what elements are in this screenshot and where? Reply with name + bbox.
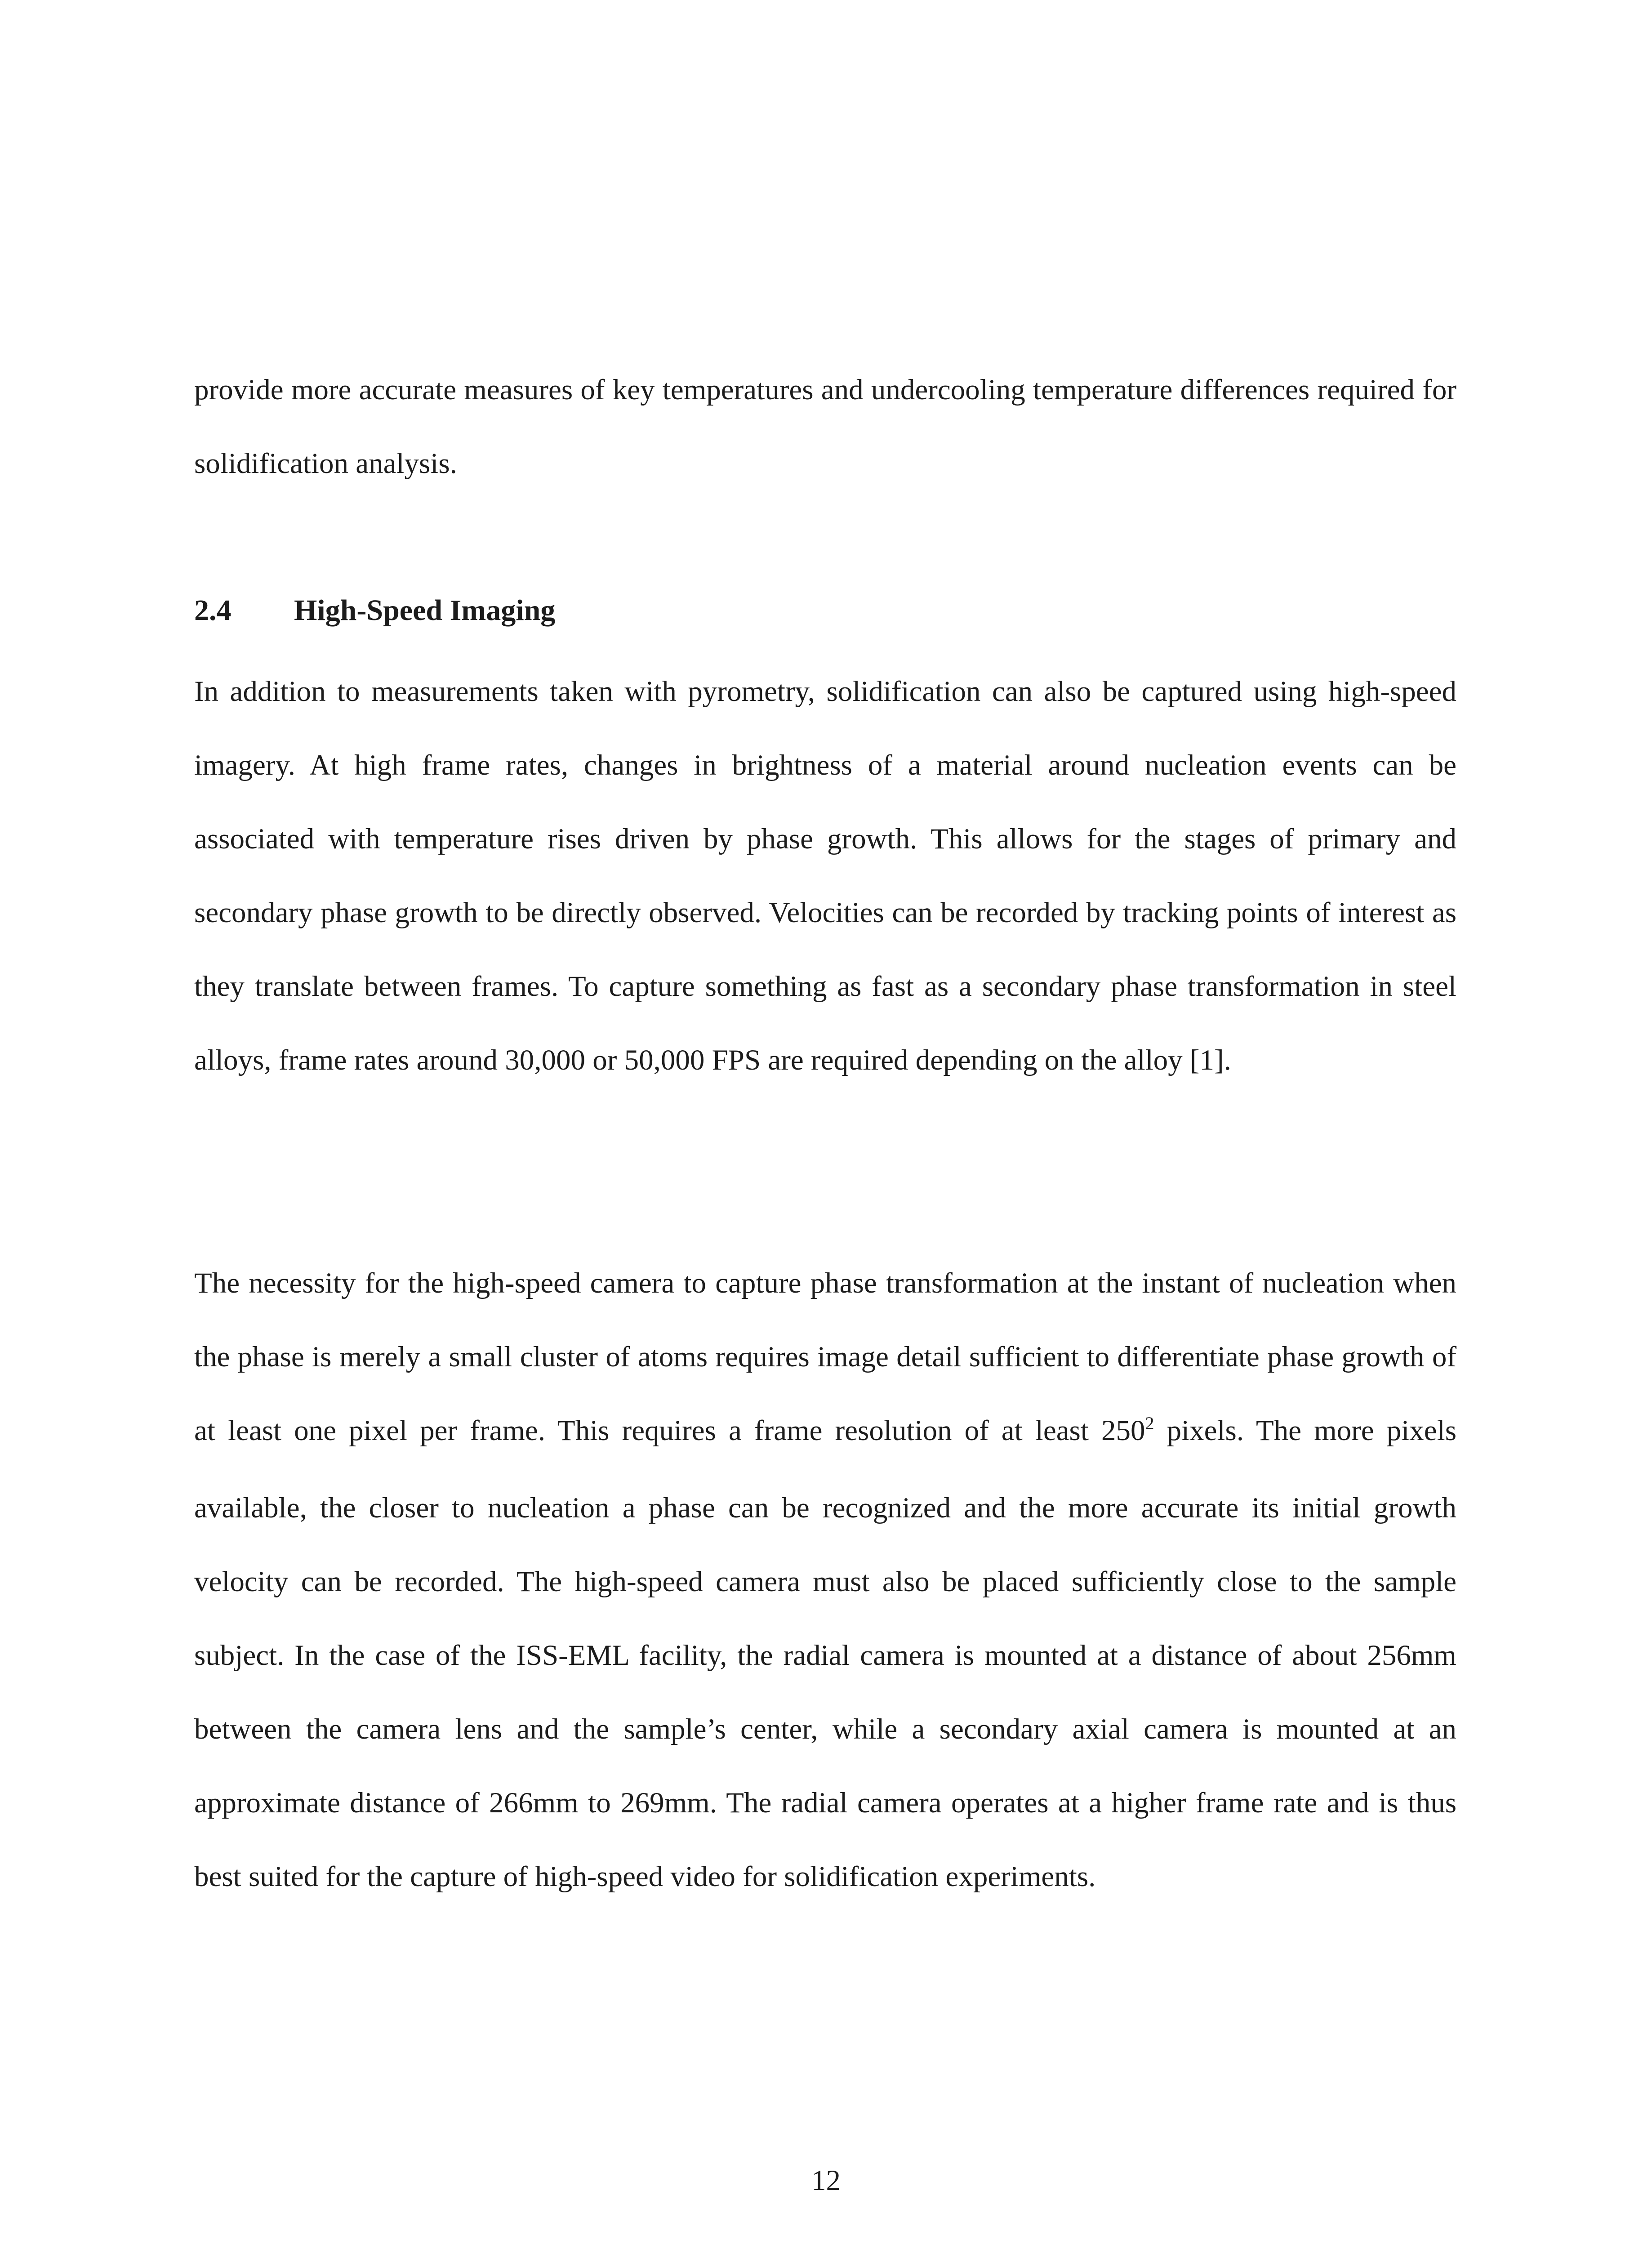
page-number: 12 <box>811 2164 841 2197</box>
body-paragraph-high-speed-imaging: In addition to measurements taken with pyrometry, solidification can also be captured using high-speed imagery. At high frame rates, changes in brightness of a material around nucleation events can be associated with temperature rises driven by phase growth. This allows for the stages of primary and secondary phase growth to be directly observed. Velocities can be recorded by tracking points of interest as they translate between frames. To capture something as fast as a secondary phase transformation in steel alloys, frame rates around 30,000 or 50,000 FPS are required depending on the alloy [1]. <box>194 675 1456 1076</box>
section-number: 2.4 <box>194 594 232 627</box>
section-heading <box>194 581 555 640</box>
paragraph-text-part-1: The necessity for the high-speed camera to capture phase transformation at the instant of nucleation when the phase is merely a small cluster of atoms requires image detail sufficient to differentiate phase growth of at least one pixel per frame. This requires a frame resolution of at least 250 <box>194 1267 1456 1447</box>
paragraph-text-part-2: pixels. The more pixels available, the closer to nucleation a phase can be recognized and the more accurate its initial growth velocity can be recorded. The high-speed camera must also be placed sufficiently close to the sample subject. In the case of the ISS-EML facility, the radial camera is mounted at a distance of about 256mm between the camera lens and the sample’s center, while a secondary axial camera is mounted at an approximate distance of 266mm to 269mm. The radial camera operates at a higher frame rate and is thus best suited for the capture of high-speed video for solidification experiments. <box>194 1414 1457 1893</box>
body-paragraph-camera-requirements <box>194 1246 1456 1913</box>
superscript-exponent: 2 <box>1145 1413 1154 1433</box>
section-title: High-Speed Imaging <box>294 594 556 627</box>
continuation-paragraph: provide more accurate measures of key temperatures and undercooling temperature differences required for solidification analysis. <box>194 374 1456 480</box>
